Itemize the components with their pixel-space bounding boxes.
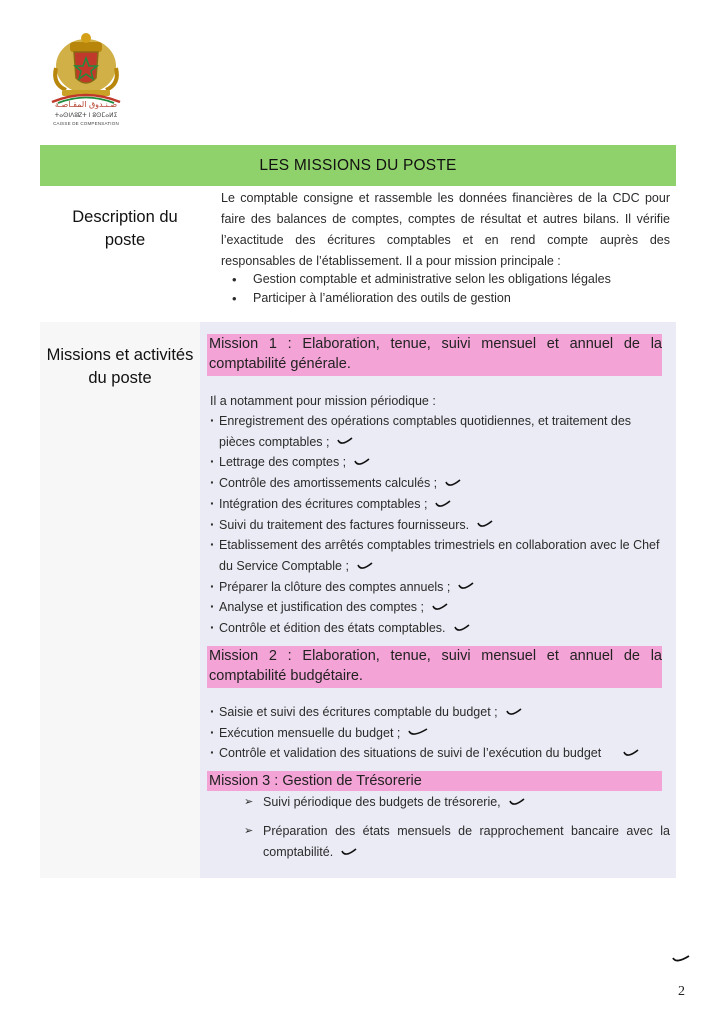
- handwritten-check-mark-icon: [337, 437, 353, 447]
- handwritten-check-mark-icon: [435, 500, 451, 510]
- list-item: • Gestion comptable et administrative selon les obligations légales: [232, 270, 611, 289]
- description-bullets: [232, 270, 611, 308]
- org-name-french: CAISSE DE COMPENSATION: [53, 121, 119, 126]
- page-number: 2: [678, 984, 685, 999]
- handwritten-check-mark-icon: [354, 458, 370, 468]
- mission-3-title: Mission 3 : Gestion de Trésorerie: [207, 771, 662, 791]
- list-item: · Etablissement des arrêtés comptables trimestriels en collaboration avec le Chef du Service Comptable ;: [210, 535, 670, 576]
- handwritten-check-mark-icon: [623, 749, 639, 759]
- description-label: Description du poste: [72, 208, 178, 249]
- handwritten-check-mark-icon: [509, 798, 525, 808]
- handwritten-check-mark-icon: [445, 479, 461, 489]
- list-item: · Analyse et justification des comptes ;: [210, 597, 670, 618]
- list-item: ➢ Préparation des états mensuels de rapprochement bancaire avec la comptabilité.: [244, 821, 670, 863]
- list-item: · Suivi du traitement des factures fournisseurs.: [210, 515, 670, 536]
- list-item: · Enregistrement des opérations comptables quotidiennes, et traitement des pièces comptables ;: [210, 411, 670, 452]
- handwritten-check-mark-icon: [458, 582, 474, 592]
- list-item: • Participer à l’amélioration des outils de gestion: [232, 289, 611, 308]
- handwritten-check-mark-icon: [341, 848, 357, 858]
- section-header: [40, 145, 676, 186]
- mission-2-title: Mission 2 : Elaboration, tenue, suivi mensuel et annuel de la comptabilité budgétaire.: [207, 646, 662, 688]
- mission-1-intro: Il a notamment pour mission périodique :: [210, 394, 436, 408]
- handwritten-check-mark-icon: [477, 520, 493, 530]
- list-item: · Préparer la clôture des comptes annuels ;: [210, 577, 670, 598]
- list-item: · Contrôle des amortissements calculés ;: [210, 473, 670, 494]
- handwritten-check-mark-icon: [432, 603, 448, 613]
- section-title: LES MISSIONS DU POSTE: [259, 156, 457, 174]
- list-item: · Contrôle et édition des états comptables.: [210, 618, 670, 639]
- handwritten-check-mark-icon: [672, 954, 690, 964]
- org-name-arabic: صـنـدوق المقـاصـة: [54, 100, 118, 109]
- handwritten-check-mark-icon: [454, 624, 470, 634]
- handwritten-check-mark-icon: [506, 708, 522, 718]
- list-item: · Saisie et suivi des écritures comptable du budget ;: [210, 702, 670, 723]
- label-column: [40, 322, 200, 878]
- mission-1-title: Mission 1 : Elaboration, tenue, suivi mensuel et annuel de la comptabilité générale.: [207, 334, 662, 376]
- list-item: · Contrôle et validation des situations de suivi de l’exécution du budget: [210, 743, 670, 764]
- list-item: · Lettrage des comptes ;: [210, 452, 670, 473]
- mission-3-list: [244, 792, 670, 871]
- mission-1-list: [210, 411, 670, 639]
- handwritten-check-mark-icon: [357, 562, 373, 572]
- list-item: · Intégration des écritures comptables ;: [210, 494, 670, 515]
- handwritten-check-mark-icon: [408, 728, 428, 738]
- missions-label: Missions et activités du poste: [46, 346, 194, 387]
- list-item: ➢ Suivi périodique des budgets de trésorerie,: [244, 792, 670, 813]
- arrow-bullet-icon: ➢: [244, 825, 254, 837]
- list-item: · Exécution mensuelle du budget ;: [210, 723, 670, 744]
- mission-2-list: [210, 702, 670, 764]
- org-name-tifinagh: ⵜⴰⵙⵏⴷⵓⵇⵜ ⵏ ⵓⵙⵎⴰⵍⵉ: [54, 112, 118, 119]
- arrow-bullet-icon: ➢: [244, 796, 254, 808]
- description-text: Le comptable consigne et rassemble les données financières de la CDC pour faire des balances de comptes, comptes de résultat et autres bilans. Il vérifie l’exactitude des écritures comptables et en rend compte auprès des responsables de l’établissement. Il a pour mission principale :: [221, 191, 670, 268]
